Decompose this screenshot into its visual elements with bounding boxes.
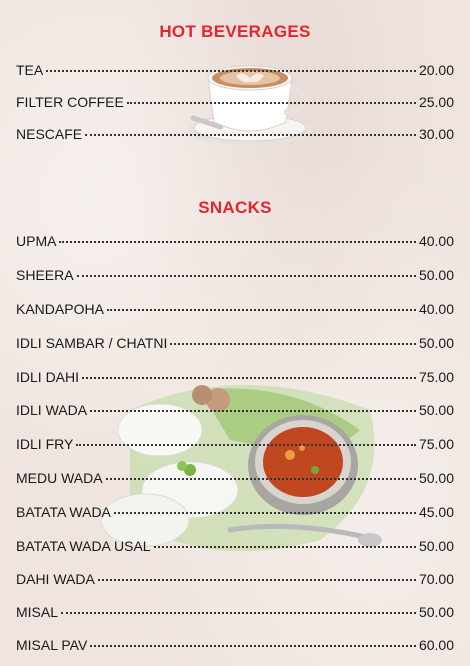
menu-item-misal: [16, 604, 454, 624]
dot-leader: [77, 275, 416, 277]
item-price: 25.00: [418, 94, 454, 110]
menu-item-idli-fry: [16, 436, 454, 456]
item-price: 75.00: [418, 436, 454, 452]
item-name: BATATA WADA USAL: [16, 538, 151, 554]
item-name: NESCAFE: [16, 126, 83, 142]
menu-item-filter-coffee: [16, 94, 454, 114]
item-name: UPMA: [16, 233, 57, 249]
dot-leader: [85, 134, 416, 136]
menu-item-upma: [16, 233, 454, 253]
item-price: 45.00: [418, 504, 454, 520]
dot-leader: [82, 377, 416, 379]
item-name: MISAL PAV: [16, 637, 88, 653]
menu-item-dahi-wada: [16, 571, 454, 591]
item-price: 50.00: [418, 402, 454, 418]
item-name: IDLI SAMBAR / CHATNI: [16, 335, 168, 351]
item-name: IDLI WADA: [16, 402, 88, 418]
item-price: 50.00: [418, 604, 454, 620]
item-price: 50.00: [418, 538, 454, 554]
dot-leader: [98, 579, 416, 581]
item-price: 20.00: [418, 62, 454, 78]
item-price: 50.00: [418, 267, 454, 283]
dot-leader: [127, 102, 416, 104]
dot-leader: [76, 444, 416, 446]
menu-item-idli-dahi: [16, 369, 454, 389]
dot-leader: [90, 410, 416, 412]
dot-leader: [46, 70, 416, 72]
menu-item-idli-sambar-chatni: [16, 335, 454, 355]
menu-item-sheera: [16, 267, 454, 287]
item-name: KANDAPOHA: [16, 301, 104, 317]
section-title-hot-beverages: HOT BEVERAGES: [159, 22, 311, 41]
item-name: MEDU WADA: [16, 470, 103, 486]
dot-leader: [106, 478, 416, 480]
menu-item-batata-wada: [16, 504, 454, 524]
dot-leader: [90, 645, 416, 647]
item-price: 50.00: [418, 470, 454, 486]
item-name: TEA: [16, 62, 44, 78]
menu-item-kandapoha: [16, 301, 454, 321]
dot-leader: [114, 512, 416, 514]
item-name: SHEERA: [16, 267, 74, 283]
item-name: BATATA WADA: [16, 504, 111, 520]
item-price: 30.00: [418, 126, 454, 142]
item-name: DAHI WADA: [16, 571, 95, 587]
dot-leader: [59, 241, 416, 243]
item-name: FILTER COFFEE: [16, 94, 124, 110]
dot-leader: [170, 343, 416, 345]
section-title-snacks: SNACKS: [198, 198, 272, 217]
item-name: MISAL: [16, 604, 59, 620]
item-price: 40.00: [418, 233, 454, 249]
menu-item-medu-wada: [16, 470, 454, 490]
item-price: 40.00: [418, 301, 454, 317]
dot-leader: [107, 309, 416, 311]
item-name: IDLI FRY: [16, 436, 74, 452]
dot-leader: [154, 546, 416, 548]
item-name: IDLI DAHI: [16, 369, 80, 385]
menu-item-misal-pav: [16, 637, 454, 657]
menu-item-idli-wada: [16, 402, 454, 422]
menu-item-nescafe: [16, 126, 454, 146]
menu-item-batata-wada-usal: [16, 538, 454, 558]
item-price: 70.00: [418, 571, 454, 587]
dot-leader: [61, 612, 416, 614]
item-price: 50.00: [418, 335, 454, 351]
item-price: 60.00: [418, 637, 454, 653]
menu-item-tea: [16, 62, 454, 82]
item-price: 75.00: [418, 369, 454, 385]
